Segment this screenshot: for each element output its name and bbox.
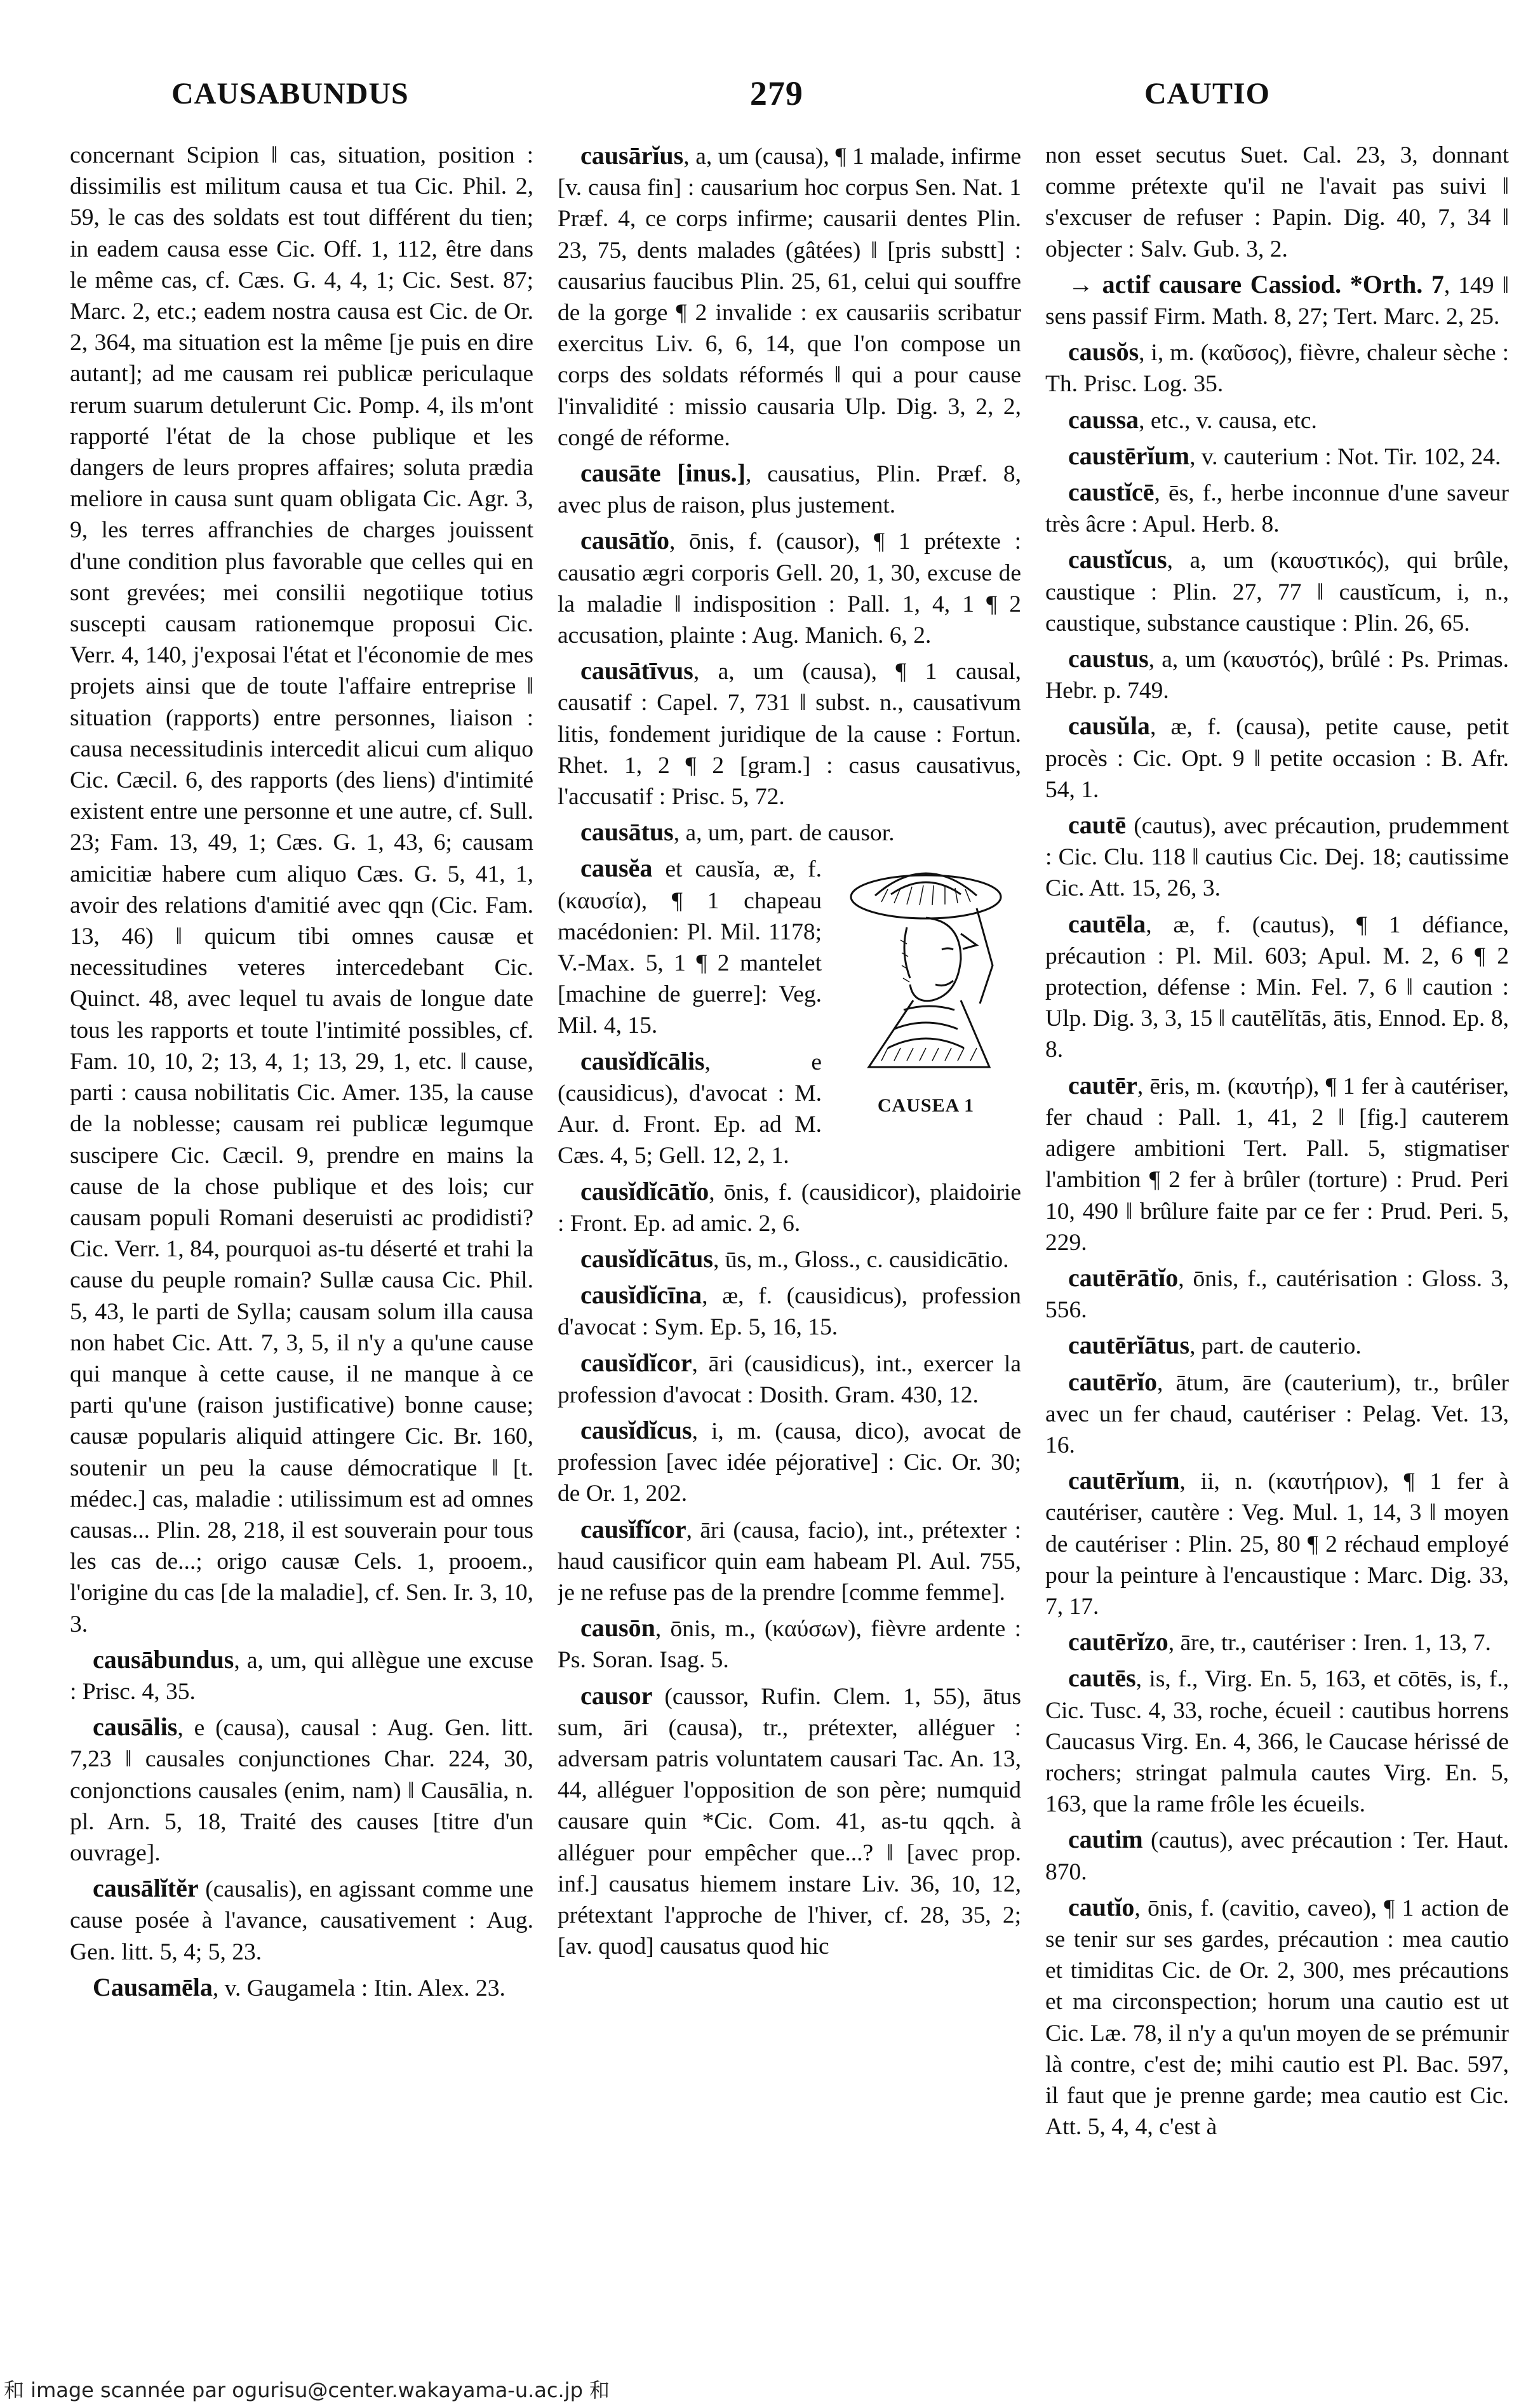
- dictionary-entry: cautĭo, ōnis, f. (cavitio, caveo), ¶ 1 action de se tenir sur ses gardes, précaution : mea cautio et timiditas Cic. de Or. 2, 300, mes précautions et ma circonspection; horum una cautio est ut Cic. Læ. 78, il n'y a qu'un moyen de se prémunir là contre, c'est de; mihi cautio est Pl. Bac. 597, il faut que je prenne garde; mea cautio est Cic. Att. 5, 4, 4, c'est à: [1045, 1892, 1509, 2141]
- headword: causĭdĭcātus: [580, 1244, 713, 1273]
- causea-hat-figure: [831, 857, 1015, 1086]
- headword: causĭdĭcātĭo: [580, 1176, 709, 1206]
- header-right-guideword: CAUTIO: [1144, 76, 1270, 111]
- running-header: [171, 71, 1270, 116]
- headword: causĭdĭcor: [580, 1348, 692, 1377]
- dictionary-entry: cautim (cautus), avec précaution : Ter. Haut. 870.: [1045, 1825, 1509, 1885]
- headword: cautēla: [1068, 909, 1146, 938]
- dictionary-entry: causāte [inus.], causatius, Plin. Præf. 8, avec plus de raison, plus justement.: [558, 459, 1021, 519]
- dictionary-entry: cautērĭo, ātum, āre (cauterium), tr., brûler avec un fer chaud, cautériser : Pelag. Vet. 13, 16.: [1045, 1367, 1509, 1458]
- headword: cautĭo: [1068, 1892, 1135, 1921]
- dictionary-entry: caussa, etc., v. causa, etc.: [1068, 405, 1317, 434]
- header-left-guideword: CAUSABUNDUS: [171, 76, 409, 111]
- headword: causāte [inus.]: [580, 459, 746, 488]
- dictionary-entry: causābundus, a, um, qui allègue une excuse : Prisc. 4, 35.: [70, 1644, 533, 1705]
- dictionary-entry: causōn, ōnis, m., (καύσων), fièvre ardente : Ps. Soran. Isag. 5.: [558, 1613, 1021, 1674]
- headword: causārĭus: [580, 141, 684, 170]
- headword: causŏs: [1068, 337, 1139, 366]
- dictionary-entry: causātīvus, a, um (causa), ¶ 1 causal, causatif : Capel. 7, 731 ‖ subst. n., causativum litis, fondement juridique de la cause : Fortun. Rhet. 1, 2 ¶ 2 [gram.] : casus causativus, l'accusatif : Prisc. 5, 72.: [558, 656, 1021, 810]
- headword: caustĭcē: [1068, 478, 1155, 507]
- dictionary-entry: caustērĭum, v. cauterium : Not. Tir. 102, 24.: [1068, 441, 1501, 470]
- dictionary-entry: causālĭtĕr (causalis), en agissant comme une cause posée à l'avance, causativement : Aug. Gen. litt. 5, 4; 5, 23.: [70, 1874, 533, 1965]
- headword: causātĭo: [580, 526, 669, 555]
- dictionary-entry: causŏs, i, m. (καῦσος), fièvre, chaleur sèche : Th. Prisc. Log. 35.: [1045, 337, 1509, 398]
- dictionary-entry: caustus, a, um (καυστός), brûlé : Ps. Primas. Hebr. p. 749.: [1045, 644, 1509, 704]
- dictionary-entry: causātus, a, um, part. de causor.: [580, 817, 895, 847]
- headword: cautērĭum: [1068, 1466, 1180, 1495]
- page-number: 279: [749, 74, 803, 112]
- headword: causātus: [580, 817, 674, 847]
- headword: cautērātĭo: [1068, 1263, 1179, 1292]
- dictionary-entry: cautēs, is, f., Virg. En. 5, 163, et cōtēs, is, f., Cic. Tusc. 4, 33, roche, écueil : cautibus horrens Caucasus Virg. En. 4, 366, le Caucase hérissé de rochers; stringat palmula cautes Virg. En. 5, 163, que la rame frôle les écueils.: [1045, 1663, 1509, 1818]
- dictionary-entry: causĭdĭcālis, e (causidicus), d'avocat : M. Aur. d. Front. Ep. ad M. Cæs. 4, 5; Gell. 12, 2, 1.: [558, 1046, 822, 1169]
- dictionary-entry: cautērĭzo, āre, tr., cautériser : Iren. 1, 13, 7.: [1068, 1627, 1491, 1657]
- dictionary-entry: causĭdĭcus, i, m. (causa, dico), avocat de profession [avec idée péjorative] : Cic. Or. 30; de Or. 1, 202.: [558, 1415, 1021, 1507]
- dictionary-entry: causĭdĭcātus, ūs, m., Gloss., c. causidicātio.: [580, 1244, 1009, 1273]
- headword: → actif causare Cassiod. *Orth. 7: [1068, 269, 1444, 299]
- headword: caustērĭum: [1068, 441, 1190, 470]
- figure-caption: CAUSEA 1: [877, 1095, 975, 1117]
- headword: causŭla: [1068, 711, 1150, 741]
- dictionary-entry: causĭfĭcor, āri (causa, facio), int., prétexter : haud causificor quin eam habeam Pl. Aul. 755, je ne refuse pas de la prendre [comme femme].: [558, 1514, 1021, 1606]
- column-1: [70, 140, 533, 2325]
- dictionary-entry: cautērĭum, ii, n. (καυτήριον), ¶ 1 fer à cautériser, cautère : Veg. Mul. 1, 14, 3 ‖ moyen de cautériser : Plin. 25, 80 ¶ 2 réchaud employé pour la peinture à l'encaustique : Marc. Dig. 33, 7, 17.: [1045, 1466, 1509, 1620]
- headword: cautēr: [1068, 1070, 1137, 1099]
- column-3: [1045, 140, 1509, 2325]
- dictionary-entry: cautē (cautus), avec précaution, prudemment : Cic. Clu. 118 ‖ cautius Cic. Dej. 18; cautissime Cic. Att. 15, 26, 3.: [1045, 810, 1509, 902]
- headword: Causamēla: [93, 1972, 213, 2001]
- headword: cautēs: [1068, 1663, 1136, 1693]
- headword: cautērĭzo: [1068, 1627, 1168, 1657]
- column-2: [558, 140, 1021, 2325]
- dictionary-entry: causātĭo, ōnis, f. (causor), ¶ 1 prétexte : causatio ægri corporis Gell. 20, 1, 30, excuse de la maladie ‖ indisposition : Pall. 1, 4, 1 ¶ 2 accusation, plainte : Aug. Manich. 6, 2.: [558, 526, 1021, 649]
- headword: caustus: [1068, 644, 1149, 673]
- headword: cautim: [1068, 1825, 1151, 1854]
- headword: causĕa: [580, 854, 653, 883]
- dictionary-entry: causĭdĭcor, āri (causidicus), int., exercer la profession d'avocat : Dosith. Gram. 430, 12.: [558, 1348, 1021, 1408]
- headword: caustĭcus: [1068, 545, 1167, 574]
- dictionary-entry: causĭdĭcātĭo, ōnis, f. (causidicor), plaidoirie : Front. Ep. ad amic. 2, 6.: [558, 1176, 1021, 1237]
- dictionary-entry: caustĭcē, ēs, f., herbe inconnue d'une saveur très âcre : Apul. Herb. 8.: [1045, 478, 1509, 538]
- text-columns: [70, 140, 1518, 2325]
- dictionary-entry: non esset secutus Suet. Cal. 23, 3, donnant comme prétexte qu'il ne l'avait pas suivi ‖ s'excuser de refuser : Papin. Dig. 40, 7, 34 ‖ objecter : Salv. Gub. 3, 2.: [1045, 142, 1509, 262]
- headword: causābundus: [93, 1644, 234, 1674]
- headword: causor: [580, 1681, 665, 1710]
- dictionary-entry: → actif causare Cassiod. *Orth. 7, 149 ‖ sens passif Firm. Math. 8, 27; Tert. Marc. 2, 25.: [1045, 269, 1509, 330]
- dictionary-entry: causor (caussor, Rufin. Clem. 1, 55), ātus sum, āri (causa), tr., prétexter, alléguer : adversam patris voluntatem causari Tac. An. 13, 44, alléguer l'opposition de son père; numquid causare quin *Cic. Com. 41, as-tu qqch. à alléguer pour empêcher que...? ‖ [avec prop. inf.] causatus hiemem instare Liv. 36, 10, 12, prétextant l'approche de l'hiver, cf. 28, 35, 2; [av. quod] causatus quod hic: [558, 1681, 1021, 1960]
- headword: caussa: [1068, 405, 1139, 434]
- headword: causĭdĭcus: [580, 1415, 692, 1444]
- dictionary-entry: cautērātĭo, ōnis, f., cautérisation : Gloss. 3, 556.: [1045, 1263, 1509, 1324]
- dictionary-entry: caustĭcus, a, um (καυστικός), qui brûle, caustique : Plin. 27, 77 ‖ caustĭcum, i, n., caustique, substance caustique : Plin. 26, 65.: [1045, 545, 1509, 636]
- dictionary-entry: cautērĭātus, part. de cauterio.: [1068, 1331, 1362, 1360]
- headword: causĭfĭcor: [580, 1514, 686, 1543]
- headword: cautē: [1068, 810, 1134, 840]
- dictionary-entry: concernant Scipion ‖ cas, situation, position : dissimilis est militum causa et tua Cic. Phil. 2, 59, le cas des soldats est tout différent du tien; in eadem causa esse Cic. Off. 1, 112, être dans le même cas, cf. Cæs. G. 4, 4, 1; Cic. Sest. 87; Marc. 2, etc.; eadem nostra causa est Cic. de Or. 2, 364, ma situation est la même [je puis en dire autant]; ad me causam rei publicæ periculaque rerum suarum detulerunt Cic. Pomp. 4, ils m'ont rapporté l'état de la chose publique et les dangers de leurs propres affaires; soluta prædia meliore in causa sunt quam obligata Cic. Agr. 3, 9, les terres affranchies de charges jouissent d'une condition plus favorable que celles qui en sont grevées; mei consilii negotiique totius suscepti causam rationemque proposui Cic. Verr. 4, 140, j'exposai l'état et l'économie de mes projets ainsi que de toute l'affaire entreprise ‖ situation (rapports) entre personnes, liaison : causa necessitudinis intercedit alicui cum aliquo Cic. Cæcil. 6, des rapports (des liens) d'intimité existent entre une personne et une autre, cf. Sull. 23; Fam. 13, 49, 1; Cæs. G. 1, 43, 6; causam amicitiæ habere cum aliquo Cæs. G. 5, 41, 1, avoir des relations d'amitié avec qqn (Cic. Fam. 13, 46) ‖ quicum tibi omnes causæ et necessitudines veteres intercedebant Cic. Quinct. 48, avec lequel tu avais de longue date tous les rapports et toute l'intimité possibles, cf. Fam. 10, 10, 2; 13, 4, 1; 13, 29, 1, etc. ‖ cause, parti : causa nobilitatis Cic. Amer. 135, la cause de la noblesse; causam rei publicæ legumque suscipere Cic. Cæcil. 9, prendre en mains la cause de la chose publique et des lois; cur causam populi Romani deseruisti ac prodidisti? Cic. Verr. 1, 84, pourquoi as-tu déserté et trahi la cause du peuple romain? Sullæ causa Cic. Phil. 5, 43, le parti de Sylla; causam solum illa causa non habet Cic. Att. 7, 3, 5, il n'y a qu'une cause qui manque à cette cause, il ne manque à ce parti qu'une (raison justificative) bonne cause; causæ popularis aliquid attingere Cic. Br. 160, soutenir un peu la cause démocratique ‖ [t. médec.] cas, maladie : utilissimum est ad omnes causas... Plin. 28, 218, il est souverain pour tous les cas de...; origo causæ Cels. 1, prooem., l'origine du cas [de la maladie], cf. Sen. Ir. 3, 10, 3.: [70, 142, 533, 1637]
- headword: cautērĭātus: [1068, 1331, 1190, 1360]
- dictionary-entry: causŭla, æ, f. (causa), petite cause, petit procès : Cic. Opt. 9 ‖ petite occasion : B. Afr. 54, 1.: [1045, 711, 1509, 803]
- dictionary-entry: cautēla, æ, f. (cautus), ¶ 1 défiance, précaution : Pl. Mil. 603; Apul. M. 2, 6 ¶ 2 protection, défense : Min. Fel. 7, 6 ‖ caution : Ulp. Dig. 3, 3, 15 ‖ cautēlĭtās, ātis, Ennod. Ep. 8, 8.: [1045, 909, 1509, 1063]
- headword: causālĭtĕr: [93, 1874, 206, 1903]
- dictionary-entry: causālis, e (causa), causal : Aug. Gen. litt. 7,23 ‖ causales conjunctiones Char. 224, 30, conjonctions causales (enim, nam) ‖ Causālia, n. pl. Arn. 5, 18, Traité des causes [titre d'un ouvrage].: [70, 1712, 533, 1866]
- headword: causĭdĭcīna: [580, 1280, 702, 1310]
- dictionary-entry: causĭdĭcīna, æ, f. (causidicus), profession d'avocat : Sym. Ep. 5, 16, 15.: [558, 1280, 1021, 1341]
- scan-credit: 和 image scannée par ogurisu@center.wakayama-u.ac.jp 和: [4, 2378, 610, 2402]
- headword: causālis: [93, 1712, 178, 1742]
- headword: causātīvus: [580, 656, 693, 685]
- dictionary-entry: causārĭus, a, um (causa), ¶ 1 malade, infirme [v. causa fin] : causarium hoc corpus Sen. Nat. 1 Præf. 4, ce corps infirme; causarii dentes Plin. 23, 75, dents malades (gâtées) ‖ [pris substt] : causarius faucibus Plin. 25, 61, celui qui souffre de la gorge ¶ 2 invalide : ex causariis scribatur exercitus Liv. 6, 6, 14, que l'on compose un corps des soldats réformés ‖ qui a pour cause l'invalidité : missio causaria Ulp. Dig. 3, 2, 2, congé de réforme.: [558, 141, 1021, 451]
- dictionary-entry: cautēr, ēris, m. (καυτήρ), ¶ 1 fer à cautériser, fer chaud : Pall. 1, 41, 2 ‖ [fig.] cauterem adigere ambitioni Tert. Pall. 5, stigmatiser l'ambition ¶ 2 fer à brûler (torture) : Prud. Peri 10, 490 ‖ brûlure faite par ce fer : Prud. Peri. 5, 229.: [1045, 1070, 1509, 1256]
- headword: causōn: [580, 1613, 655, 1643]
- dictionary-entry: causĕa et causĭa, æ, f. (καυσία), ¶ 1 chapeau macédonien: Pl. Mil. 1178; V.-Max. 5, 1 ¶ 2 mantelet [machine de guerre]: Veg. Mil. 4, 15.: [558, 854, 822, 1039]
- dictionary-entry: Causamēla, v. Gaugamela : Itin. Alex. 23.: [93, 1972, 506, 2001]
- headword: cautērĭo: [1068, 1367, 1157, 1396]
- headword: causĭdĭcālis: [580, 1046, 705, 1075]
- causea-illustration: [831, 857, 1021, 1121]
